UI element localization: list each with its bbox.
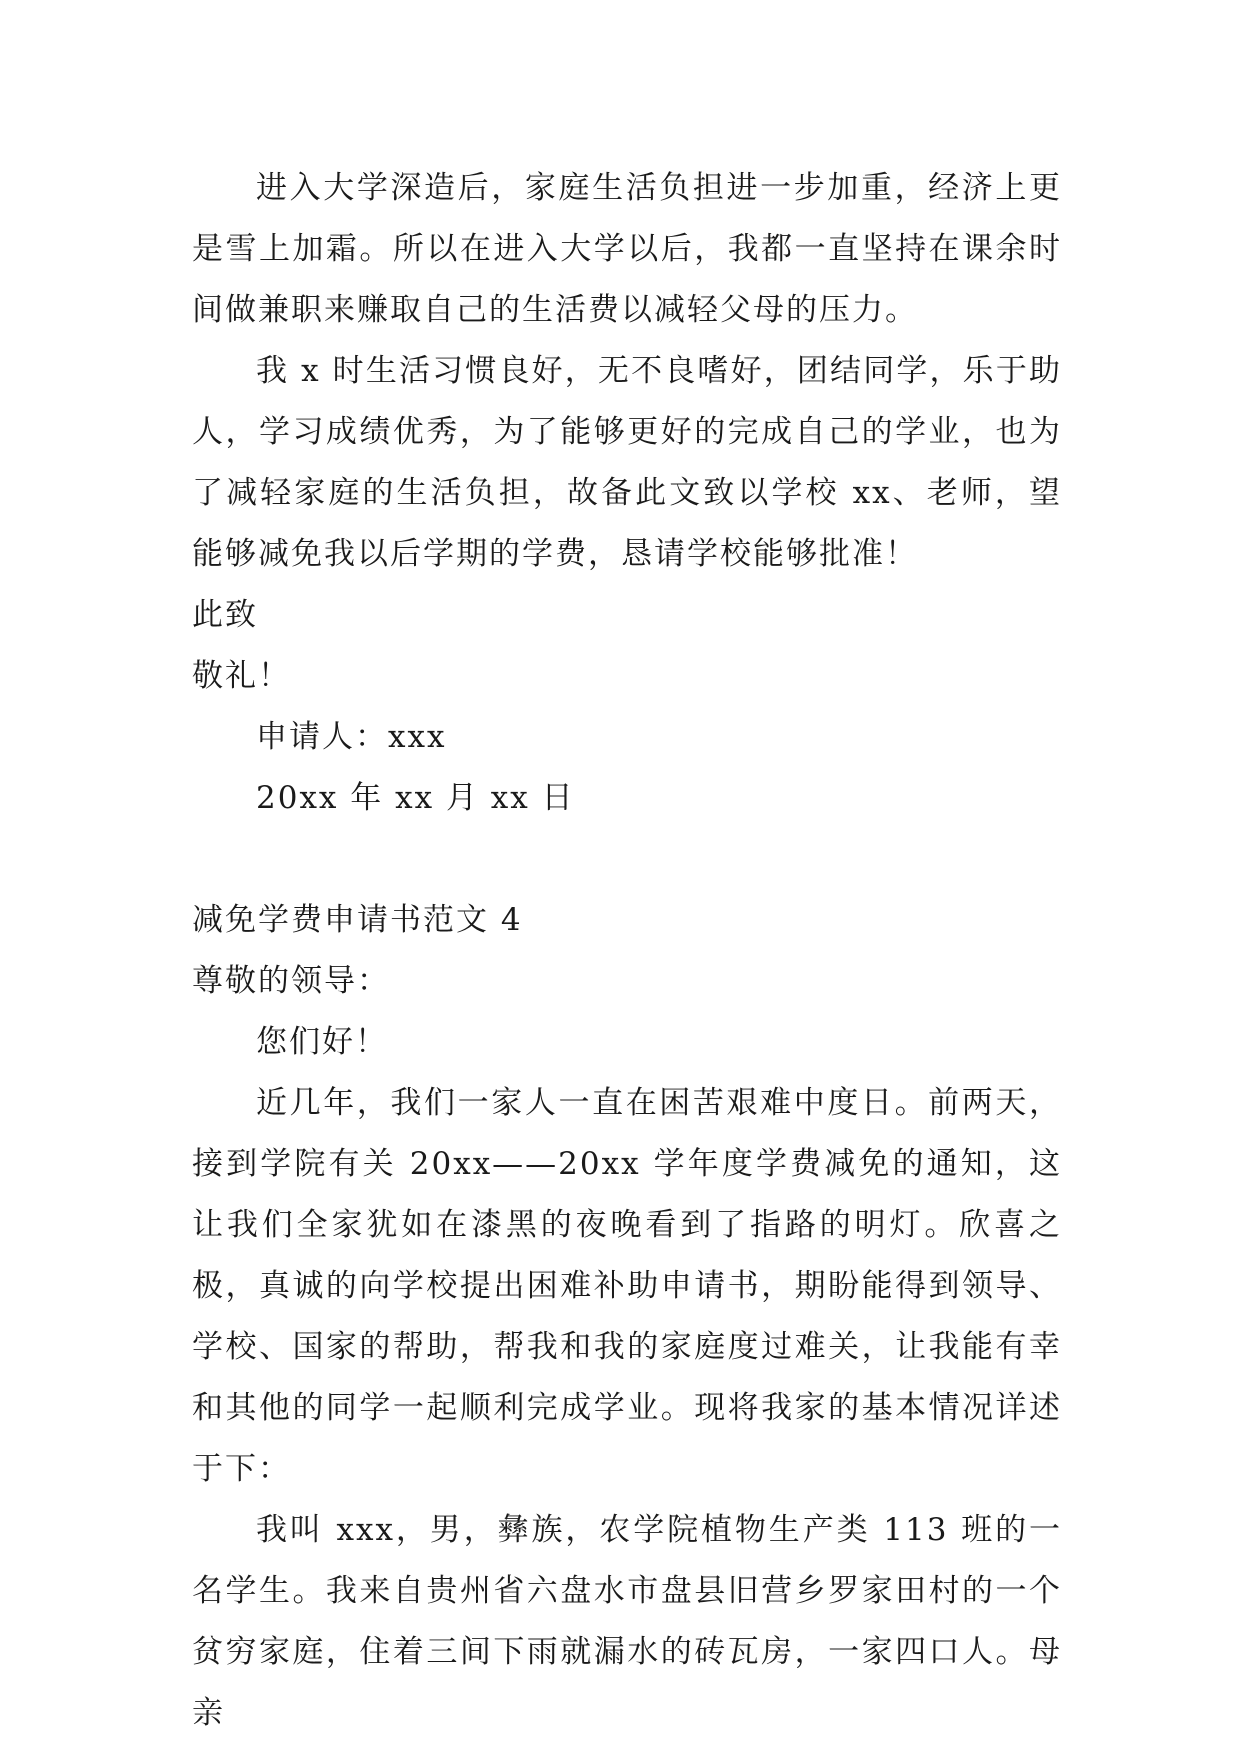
document-body (192, 158, 1062, 1744)
greeting: 您们好！ (256, 1024, 388, 1060)
closing-cizhi: 此致 (192, 597, 258, 633)
applicant-signature: 申请人：xxx (256, 719, 447, 755)
salutation: 尊敬的领导： (192, 963, 390, 999)
paragraph-notice: 近几年，我们一家人一直在困苦艰难中度日。前两天，接到学院有关 20xx——20xx 学年度学费减免的通知，这让我们全家犹如在漆黑的夜晚看到了指路的明灯。欣喜之极，真诚的向学校提出困难补助申请书，期盼能得到领导、学校、国家的帮助，帮我和我的家庭度过难关，让我能有幸和其他的同学一起顺利完成学业。现将我家的基本情况详述于下： (192, 1085, 1062, 1487)
section-spacer (192, 829, 1062, 890)
section-title: 减免学费申请书范文 4 (192, 902, 523, 938)
paragraph-introduction: 我叫 xxx，男，彝族，农学院植物生产类 113 班的一名学生。我来自贵州省六盘水市盘县旧营乡罗家田村的一个贫穷家庭，住着三间下雨就漏水的砖瓦房，一家四口人。母亲 (192, 1512, 1062, 1731)
paragraph-family-burden: 进入大学深造后，家庭生活负担进一步加重，经济上更是雪上加霜。所以在进入大学以后，我都一直坚持在课余时间做兼职来赚取自己的生活费以减轻父母的压力。 (192, 170, 1062, 328)
letter-date: 20xx 年 xx 月 xx 日 (256, 780, 575, 816)
paragraph-personal-conduct: 我 x 时生活习惯良好，无不良嗜好，团结同学，乐于助人，学习成绩优秀，为了能够更好的完成自己的学业，也为了减轻家庭的生活负担，故备此文致以学校 xx、老师，望能够减免我以后学期的学费，恳请学校能够批准！ (192, 353, 1062, 572)
closing-jingli: 敬礼！ (192, 658, 291, 694)
